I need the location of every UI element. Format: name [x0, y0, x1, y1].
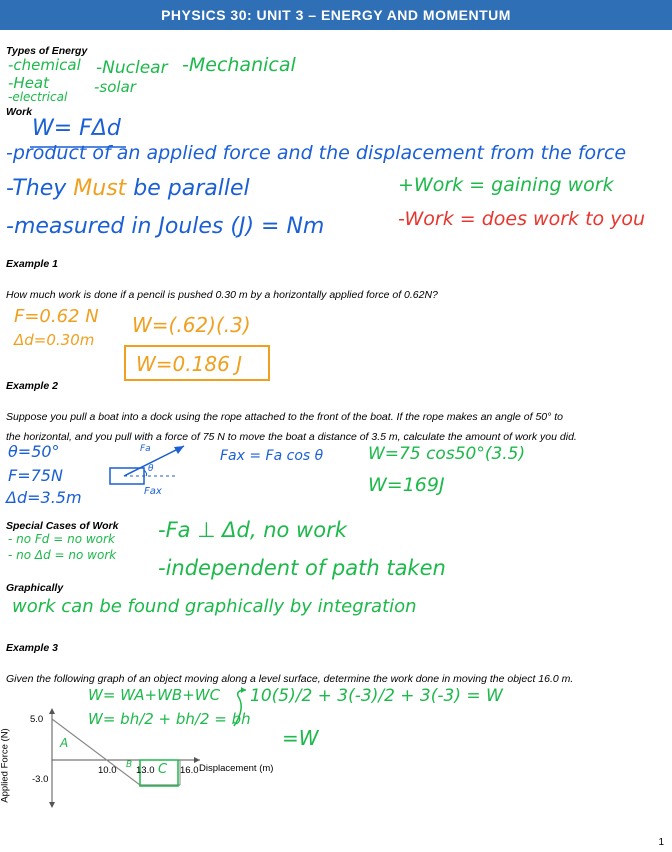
example1-heading: Example 1 — [6, 258, 58, 270]
graph-ytick-bottom: -3.0 — [32, 774, 49, 785]
work-parallel-line — [6, 176, 250, 201]
parallel-text-a: -They — [6, 176, 67, 201]
graph-ylabel: Applied Force (N) — [0, 728, 11, 803]
diagram-fax-label: Fax — [144, 486, 162, 497]
example2-question-line2: the horizontal, and you pull with a force of 75 N to move the boat a distance of 3.5 m, calculate the amount of work you did. — [6, 431, 577, 443]
example1-given-force: F=0.62 N — [14, 306, 99, 327]
special-line-perpendicular: -Fa ⊥ Δd, no work — [158, 518, 347, 542]
example1-answer-box — [124, 345, 270, 381]
example3-equation-2: W= bh/2 + bh/2 = bh — [88, 710, 251, 728]
example2-heading: Example 2 — [6, 380, 58, 392]
graph-ytick-top: 5.0 — [30, 714, 44, 725]
example2-answer: W=169J — [368, 474, 445, 496]
graphically-note: work can be found graphically by integration — [12, 596, 417, 617]
diagram-theta-label: θ — [148, 464, 154, 474]
graph-region-a: A — [60, 736, 69, 750]
energy-note-chemical: -chemical — [8, 56, 81, 74]
positive-work-note: +Work = gaining work — [398, 174, 614, 196]
page-title: PHYSICS 30: UNIT 3 – ENERGY AND MOMENTUM — [161, 7, 511, 23]
parallel-text-b: be parallel — [133, 176, 250, 201]
work-formula: W= FΔd — [32, 116, 121, 141]
example3-equation-1: W= WA+WB+WC — [88, 686, 221, 704]
parallel-text-must: Must — [73, 176, 127, 201]
energy-note-solar: -solar — [94, 78, 136, 96]
work-units: -measured in Joules (J) = Nm — [6, 214, 325, 239]
graph-xtick-3: 16.0 — [180, 765, 199, 776]
example2-given-angle: θ=50° — [8, 442, 60, 461]
example3-question: Given the following graph of an object moving along a level surface, determine the work done in moving the object 16.0 m. — [6, 673, 574, 685]
energy-note-heat: -Heat — [8, 74, 49, 92]
brace-arrow — [232, 688, 252, 728]
example1-given-displacement: Δd=0.30m — [14, 331, 95, 349]
graph-xlabel: Displacement (m) — [199, 763, 274, 774]
special-cases-heading: Special Cases of Work — [6, 520, 119, 532]
graph-region-b: B — [126, 760, 133, 770]
special-line-path: -independent of path taken — [158, 556, 446, 580]
graph-region-c: C — [158, 762, 168, 777]
diagram-fa-label: Fa — [140, 444, 151, 454]
example2-calculation: W=75 cos50°(3.5) — [368, 444, 526, 464]
example3-equation-3: 10(5)/2 + 3(-3)/2 + 3(-3) = W — [250, 686, 503, 706]
graphically-heading: Graphically — [6, 582, 64, 594]
example1-calculation: W=(.62)(.3) — [132, 313, 251, 337]
negative-work-note: -Work = does work to you — [398, 208, 646, 230]
page-header — [0, 0, 672, 30]
work-definition: -product of an applied force and the displacement from the force — [6, 142, 627, 164]
example1-question: How much work is done if a pencil is pushed 0.30 m by a horizontally applied force of 0.62N? — [6, 289, 438, 301]
graph-xtick-1: 10.0 — [98, 765, 117, 776]
energy-note-nuclear: -Nuclear — [96, 58, 168, 78]
example3-equation-4: =W — [282, 726, 319, 750]
page-number: 1 — [658, 837, 664, 848]
graph-xtick-2: 13.0 — [136, 765, 155, 776]
special-note-1: - no Fd = no work — [8, 532, 115, 546]
example2-component-formula: Fax = Fa cos θ — [220, 448, 324, 464]
energy-note-electrical: -electrical — [8, 90, 68, 104]
example2-given-displacement: Δd=3.5m — [6, 488, 82, 507]
types-heading: Types of Energy — [6, 45, 88, 57]
special-note-2: - no Δd = no work — [8, 548, 117, 562]
example2-given-force: F=75N — [8, 466, 63, 485]
work-heading: Work — [6, 106, 33, 118]
example1-answer: W=0.186 J — [136, 352, 243, 376]
example3-heading: Example 3 — [6, 642, 58, 654]
energy-note-mechanical: -Mechanical — [182, 54, 296, 76]
example2-question-line1: Suppose you pull a boat into a dock using the rope attached to the front of the boat. If the rope makes an angle of 50° to — [6, 411, 563, 423]
